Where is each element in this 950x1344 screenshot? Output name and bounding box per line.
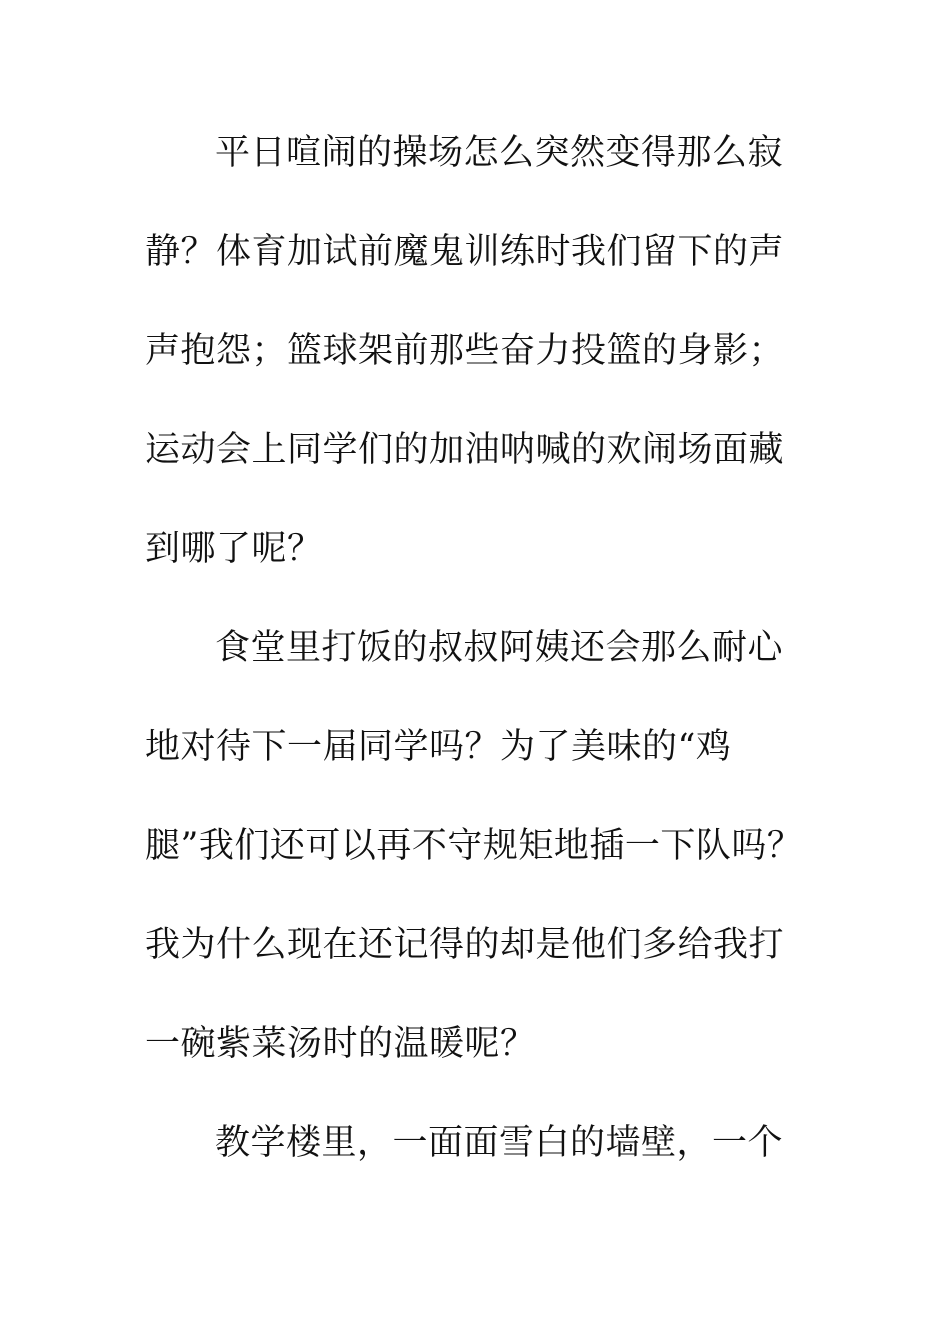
paragraph-2-line-2: 地对待下一届同学吗？为了美味的“鸡 xyxy=(145,727,732,767)
paragraph-2-line-4: 我为什么现在还记得的却是他们多给我打 xyxy=(145,925,785,965)
paragraph-2-line-1: 食堂里打饭的叔叔阿姨还会那么耐心 xyxy=(215,628,784,668)
paragraph-2-line-5: 一碗紫菜汤时的温暖呢？ xyxy=(145,1024,536,1064)
paragraph-2-line-3: 腿”我们还可以再不守规矩地插一下队吗？ xyxy=(145,826,803,866)
paragraph-1-line-2: 静？体育加试前魔鬼训练时我们留下的声 xyxy=(145,232,785,272)
paragraph-1-line-1: 平日喧闹的操场怎么突然变得那么寂 xyxy=(215,133,784,173)
paragraph-1-line-5: 到哪了呢？ xyxy=(145,529,323,569)
paragraph-1-line-4: 运动会上同学们的加油呐喊的欢闹场面藏 xyxy=(145,430,785,470)
paragraph-1-line-3: 声抱怨；篮球架前那些奋力投篮的身影； xyxy=(145,331,785,371)
paragraph-3-line-1: 教学楼里，一面面雪白的墙壁，一个 xyxy=(215,1123,784,1163)
